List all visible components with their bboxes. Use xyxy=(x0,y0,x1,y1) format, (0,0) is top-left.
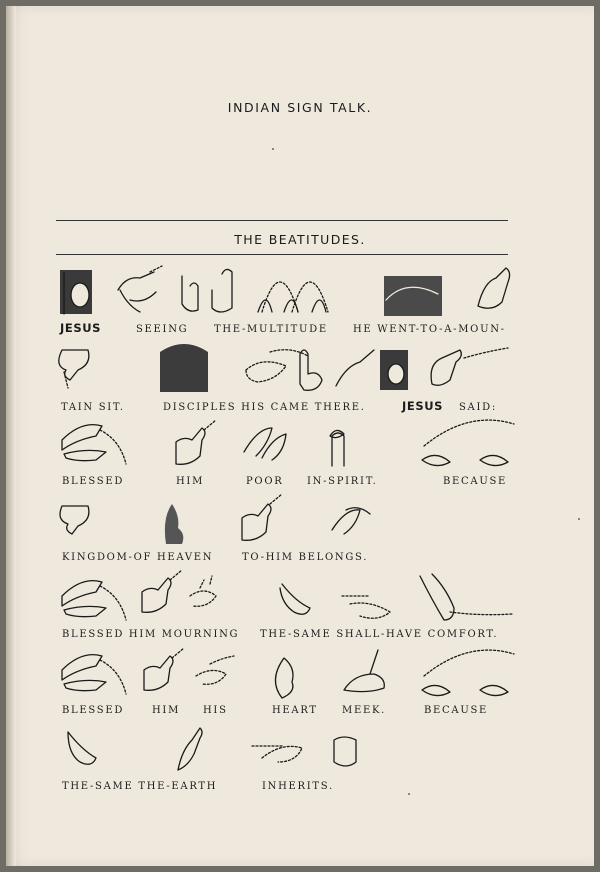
word-label: JESUS xyxy=(402,399,444,413)
kingdom-hand-sign xyxy=(60,506,89,534)
word-label: BLESSED xyxy=(62,705,125,716)
him-hand-sign-3 xyxy=(144,648,184,690)
word-label: INHERITS. xyxy=(262,781,334,792)
earth-hand-sign xyxy=(178,728,202,770)
page-header: INDIAN SIGN TALK. xyxy=(227,100,373,115)
word-label: BECAUSE xyxy=(424,705,488,716)
blessed-hands-sign-2 xyxy=(62,581,126,620)
shall-have-hands-sign xyxy=(342,596,390,618)
same-hand-sign xyxy=(280,584,310,614)
the-same-hand-sign xyxy=(68,732,96,764)
to-him-hand-sign xyxy=(242,494,282,540)
word-label: MEEK. xyxy=(342,705,386,716)
spirit-hand-sign xyxy=(330,430,344,466)
paper-speck xyxy=(578,518,580,520)
blessed-hands-sign-3 xyxy=(62,655,126,694)
jesus-portrait-figure xyxy=(60,270,92,314)
jesus-small-figure xyxy=(380,350,408,390)
meek-hand-sign xyxy=(344,650,384,692)
there-hand-sign xyxy=(336,350,374,386)
mountain-hand-sign xyxy=(478,268,510,308)
word-label: THE-MULTITUDE xyxy=(214,324,328,335)
word-label: HE WENT-TO-A-MOUN- xyxy=(353,324,506,335)
heaven-figure-engraving xyxy=(165,504,183,544)
comfort-hand-sign xyxy=(420,574,512,620)
word-label: JESUS xyxy=(60,321,102,335)
blessed-hands-sign xyxy=(62,425,126,464)
word-label: HEART xyxy=(272,705,318,716)
said-hand-sign xyxy=(431,348,508,385)
heart-hands-sign xyxy=(275,658,293,698)
sit-hand-sign xyxy=(59,350,89,388)
went-arc-sign xyxy=(258,282,328,312)
came-hand-sign xyxy=(300,350,322,390)
mountain-engraving xyxy=(384,276,442,316)
multitude-hands-sign xyxy=(182,269,232,312)
word-label: IN-SPIRIT. xyxy=(307,476,378,487)
word-label: SEEING xyxy=(136,324,189,335)
poor-hands-sign xyxy=(244,428,286,460)
word-label: DISCIPLES HIS CAME THERE. xyxy=(163,402,366,413)
word-label: TO-HIM BELONGS. xyxy=(242,552,369,563)
because-arc-sign xyxy=(422,420,514,465)
inherits-hands-sign xyxy=(252,737,356,766)
his-hand-sign-2 xyxy=(196,656,234,684)
word-label: SAID: xyxy=(459,402,497,413)
belongs-hands-sign xyxy=(332,508,370,534)
word-label: TAIN SIT. xyxy=(61,402,125,413)
him-hand-sign xyxy=(176,420,216,464)
word-label: BLESSED HIM MOURNING xyxy=(62,629,240,640)
disciples-engraving xyxy=(160,344,208,392)
word-label: POOR xyxy=(246,476,284,487)
word-label: HIS xyxy=(203,705,228,716)
seeing-hand-sign xyxy=(118,266,162,312)
word-label: THE-SAME SHALL-HAVE COMFORT. xyxy=(260,629,499,640)
section-title: THE BEATITUDES. xyxy=(234,232,366,247)
mourning-hand-sign xyxy=(190,576,216,606)
his-hand-sign xyxy=(246,350,308,382)
him-hand-sign-2 xyxy=(142,570,182,612)
paper-speck xyxy=(272,148,274,150)
because-arc-sign-2 xyxy=(422,650,514,695)
word-label: HIM xyxy=(152,705,181,716)
word-label: BECAUSE xyxy=(443,476,507,487)
word-label: HIM xyxy=(176,476,205,487)
word-label: KINGDOM-OF HEAVEN xyxy=(62,552,214,563)
paper-speck xyxy=(408,793,410,795)
word-label: BLESSED xyxy=(62,476,125,487)
word-label: THE-SAME THE-EARTH xyxy=(62,781,218,792)
